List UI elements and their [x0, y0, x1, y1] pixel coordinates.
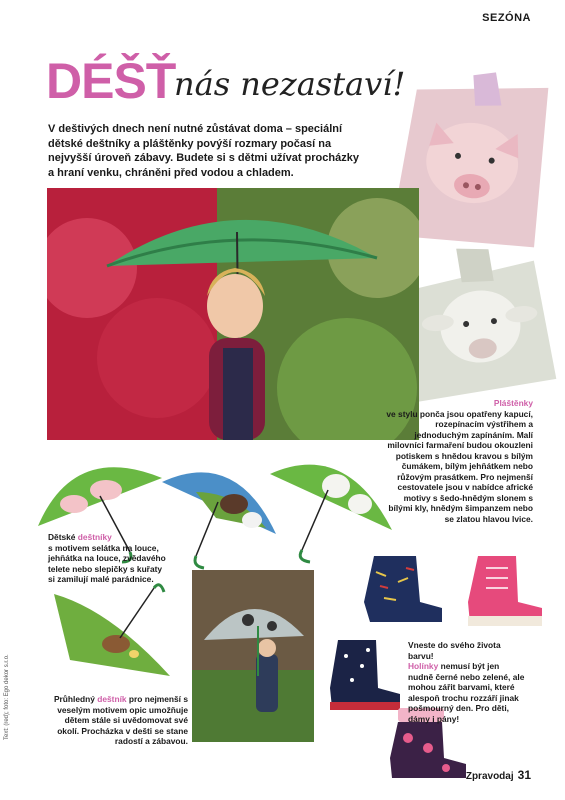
- boots-caption: [408, 640, 526, 724]
- umbrellas-caption-prefix: Dětské: [48, 532, 76, 542]
- navy-boot-photo: [354, 552, 446, 626]
- headline-main: DÉŠŤ: [46, 53, 176, 109]
- lamb-umbrella-photo: [266, 446, 396, 564]
- boots-caption-intro: Vneste do svého života barvu!: [408, 640, 501, 661]
- pink-boot-photo: [450, 554, 546, 630]
- umbrellas-caption: [48, 532, 166, 585]
- page-number: 31: [517, 768, 531, 782]
- ponchos-caption-text: ve stylu ponča jsou opatřeny kapucí, rozepínacím výstřihem a jednoduchým zapínáním. Malí milovníci farmaření budou okouzleni potiskem s hnědou kravou s bílým čumákem, bílým jehňátkem nebo růžovým prasátkem. Pro nejmenší cestovatele jsou v nabídce africké motivy s šedo-hnědým slonem s bílými kly, hnědým šimpanzem nebo se zlatou hlavou lvice.: [386, 408, 533, 524]
- transparent-caption-prefix: Průhledný: [53, 694, 95, 704]
- dotted-boot-photo: [322, 636, 404, 714]
- umbrellas-caption-text: s motivem selátka na louce, jehňátka na louce, zvědavého telete nebo slepičky s kuřaty si zamilují malé parádnice.: [48, 542, 166, 584]
- farm-umbrella-photo: [156, 452, 280, 570]
- section-label: SEZÓNA: [482, 12, 531, 24]
- transparent-umbrella-photo: [192, 570, 314, 742]
- umbrellas-caption-title: deštníky: [77, 532, 112, 542]
- transparent-caption-text: pro nejmenší s veselým motivem opic umožňuje dětem stále si uvědomovat své okolí. Procházka v dešti se stane radostí a zábavou.: [57, 694, 188, 746]
- headline-script: nás nezastaví!: [174, 65, 406, 103]
- page-footer: [466, 768, 531, 782]
- ponchos-caption: [385, 398, 533, 524]
- transparent-umbrella-caption: [48, 694, 188, 747]
- lead-paragraph: V deštivých dnech není nutné zůstávat doma – speciální dětské deštníky a pláštěnky povýší rozmary počasí na nejvyšší úroveň zábavy. Budete si s dětmi užívat procházky a hraní venku, chráněni před vodou a chladem.: [48, 123, 359, 179]
- hen-umbrella-photo: [50, 580, 180, 680]
- boots-caption-text: nemusí být jen nudně černé nebo zelené, ale mohou zářit barvami, které alespoň trochu rozzáří jinak pošmourný den. Pro děti, dámy i pány!: [408, 661, 525, 724]
- magazine-name: Zpravodaj: [465, 771, 514, 782]
- transparent-caption-title: deštník: [97, 694, 127, 704]
- ponchos-caption-title: Pláštěnky: [493, 398, 533, 408]
- photo-credit: Text: (red); foto: Ego dekor s.r.o.: [4, 654, 10, 740]
- girl-umbrella-photo: [47, 188, 419, 440]
- boots-caption-title: Holínky: [408, 661, 439, 671]
